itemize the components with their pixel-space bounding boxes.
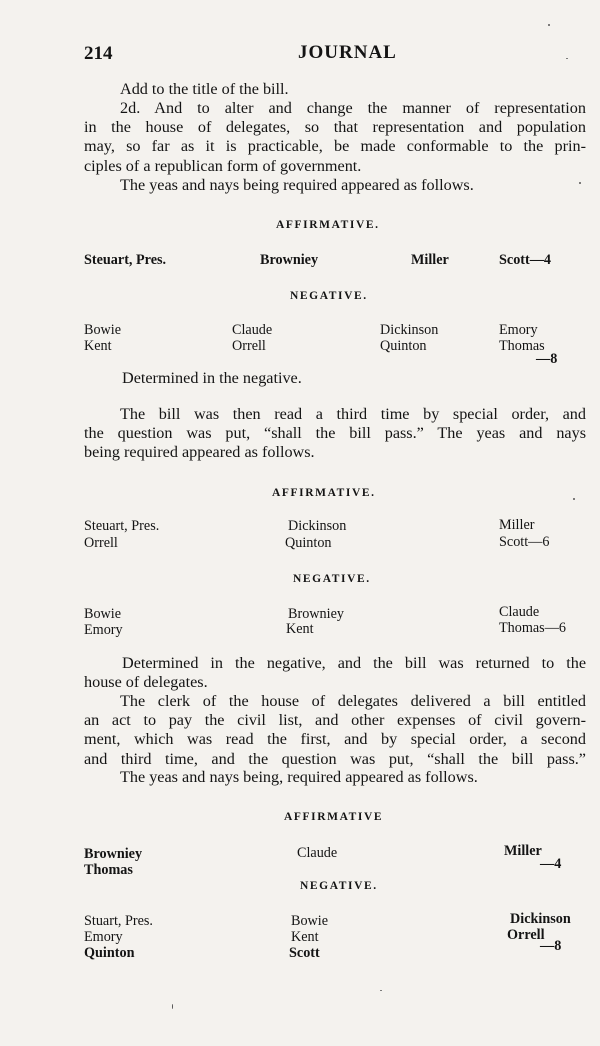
vote-name: Claude — [232, 322, 273, 338]
print-speck — [573, 498, 575, 500]
vote-name: Kent — [84, 338, 112, 354]
text-line: The bill was then read a third time by special order, and — [120, 405, 586, 423]
vote-name: Emory — [499, 322, 538, 338]
text-line: and third time, and the question was put, “shall the bill pass.” — [84, 749, 586, 768]
vote-name: Bowie — [291, 913, 329, 929]
vote-name: Thomas—6 — [499, 620, 566, 636]
vote-name: Steuart, Pres. — [84, 518, 160, 534]
affirmative-heading: AFFIRMATIVE. — [272, 487, 376, 499]
affirmative-heading: AFFIRMATIVE — [284, 811, 384, 823]
paragraph-determined-2 — [84, 654, 586, 692]
print-speck — [548, 24, 550, 26]
paragraph-clerk-bill — [84, 692, 586, 769]
vote-name: Dickinson — [380, 322, 439, 338]
page-title: JOURNAL — [298, 42, 397, 63]
vote-name: Browniey — [84, 846, 143, 862]
text-line: may, so far as it is practicable, be made conformable to the prin- — [84, 137, 586, 156]
vote-name: Scott — [289, 945, 320, 961]
print-speck — [566, 58, 568, 59]
vote-name: Emory — [84, 929, 123, 945]
vote-name: Dickinson — [288, 518, 347, 534]
vote-name: Thomas — [84, 862, 133, 878]
vote-total: —8 — [540, 938, 562, 954]
paragraph-yeas-nays-1 — [120, 176, 474, 195]
vote-total: —8 — [536, 351, 558, 367]
paragraph-second-amendment — [84, 99, 586, 176]
print-speck — [579, 182, 581, 184]
print-speck — [380, 990, 382, 991]
text-line: the question was put, “shall the bill pass.” The yeas and nays — [84, 424, 586, 443]
vote-name: Browniey — [260, 252, 319, 268]
vote-name: Quinton — [84, 945, 135, 961]
vote-name: Thomas — [499, 338, 545, 354]
vote-name: Steuart, Pres. — [84, 252, 167, 268]
text-line: being required appeared as follows. — [84, 443, 315, 462]
text-line: Determined in the negative. — [122, 369, 302, 387]
vote-name: Browniey — [288, 606, 344, 622]
negative-heading: NEGATIVE. — [290, 290, 368, 302]
text-line: house of delegates. — [84, 673, 208, 692]
vote-name: Miller — [499, 517, 535, 533]
text-line: an act to pay the civil list, and other expenses of civil govern- — [84, 711, 586, 730]
text-line: Add to the title of the bill. — [120, 80, 289, 98]
text-line: ciples of a republican form of government. — [84, 156, 362, 175]
vote-name: Kent — [286, 621, 314, 637]
vote-name: Scott—4 — [499, 252, 552, 268]
text-line: 2d. And to alter and change the manner of representation — [120, 99, 586, 117]
vote-total: —4 — [540, 856, 562, 872]
text-line: The yeas and nays being, required appeared as follows. — [120, 768, 478, 786]
paragraph-add-title — [120, 80, 289, 99]
text-line: ment, which was read the first, and by special order, a second — [84, 730, 586, 749]
paragraph-determined-1 — [122, 369, 302, 388]
vote-name: Orrell — [507, 927, 545, 943]
vote-name: Bowie — [84, 606, 122, 622]
vote-name: Miller — [504, 843, 542, 859]
paragraph-third-reading — [84, 405, 586, 463]
vote-name: Orrell — [232, 338, 266, 354]
vote-name: Scott—6 — [499, 534, 550, 550]
vote-name: Quinton — [285, 535, 332, 551]
vote-name: Miller — [411, 252, 449, 268]
vote-name: Orrell — [84, 535, 118, 551]
text-line: The yeas and nays being required appeared as follows. — [120, 176, 474, 194]
vote-name: Stuart, Pres. — [84, 913, 153, 929]
vote-name: Kent — [291, 929, 319, 945]
page-number: 214 — [84, 43, 113, 64]
vote-name: Dickinson — [510, 911, 571, 927]
paragraph-yeas-nays-3 — [120, 768, 478, 787]
text-line: The clerk of the house of delegates delivered a bill entitled — [120, 692, 586, 710]
text-line: in the house of delegates, so that representation and population — [84, 118, 586, 137]
negative-heading: NEGATIVE. — [300, 880, 378, 892]
vote-name: Claude — [499, 604, 540, 620]
vote-name: Emory — [84, 622, 123, 638]
text-line: Determined in the negative, and the bill was returned to the — [122, 654, 586, 672]
affirmative-heading: AFFIRMATIVE. — [276, 219, 380, 231]
vote-name: Claude — [297, 845, 338, 861]
vote-name: Quinton — [380, 338, 427, 354]
negative-heading: NEGATIVE. — [293, 573, 371, 585]
vote-name: Bowie — [84, 322, 122, 338]
print-speck — [172, 1004, 173, 1009]
